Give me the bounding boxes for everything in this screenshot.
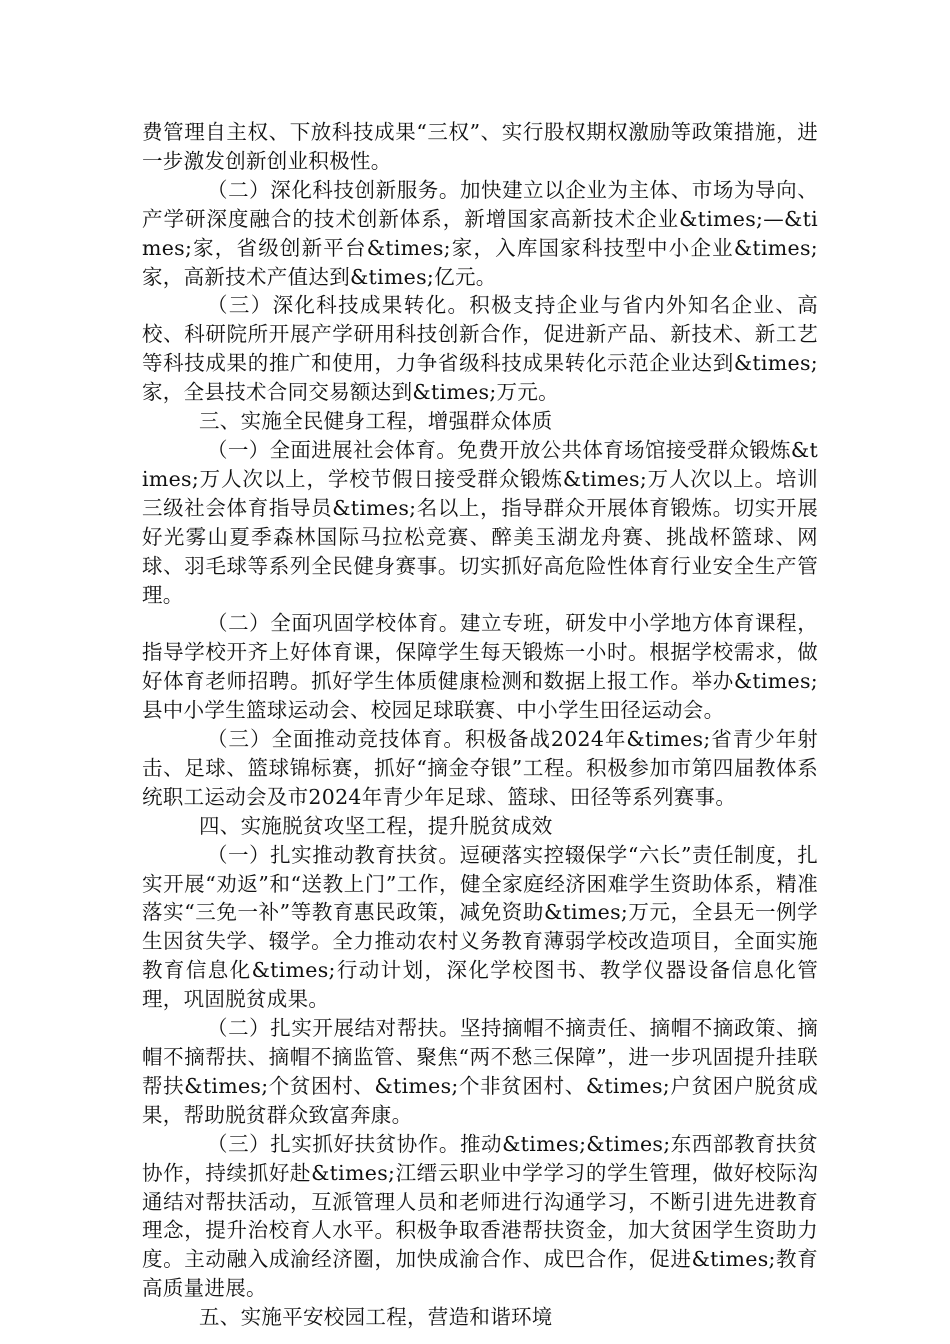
document-body — [142, 118, 818, 1332]
paragraph-school-sports: （二）全面巩固学校体育。建立专班，研发中小学地方体育课程，指导学校开齐上好体育课，保障学生每天锻炼一小时。根据学校需求，做好体育老师招聘。抓好学生体质健康检测和数据上报工作。举办&times;县中小学生篮球运动会、校园足球联赛、中小学生田径运动会。 — [142, 611, 818, 723]
paragraph-social-sports: （一）全面进展社会体育。免费开放公共体育场馆接受群众锻炼&times;万人次以上，学校节假日接受群众锻炼&times;万人次以上。培训三级社会体育指导员&times;名以上，指导群众开展体育锻炼。切实开展好光雾山夏季森林国际马拉松竞赛、醉美玉湖龙舟赛、挑战杯篮球、网球、羽毛球等系列全民健身赛事。切实抓好高危险性体育行业安全生产管理。 — [142, 437, 818, 607]
paragraph-paired-assistance: （二）扎实开展结对帮扶。坚持摘帽不摘责任、摘帽不摘政策、摘帽不摘帮扶、摘帽不摘监管、聚焦“两不愁三保障”，进一步巩固提升挂联帮扶&times;个贫困村、&times;个非贫困村、&times;户贫困户脱贫成果，帮助脱贫群众致富奔康。 — [142, 1016, 818, 1127]
section-heading-safe-campus: 五、实施平安校园工程，营造和谐环境 — [199, 1305, 553, 1330]
paragraph-tech-innovation-service: （二）深化科技创新服务。加快建立以企业为主体、市场为导向、产学研深度融合的技术创新体系，新增国家高新技术企业&times;—&times;家，省级创新平台&times;家，入库国家科技型中小企业&times;家，高新技术产值达到&times;亿元。 — [142, 177, 818, 289]
paragraph-poverty-cooperation: （三）扎实抓好扶贫协作。推动&times;&times;东西部教育扶贫协作，持续抓好赴&times;江缙云职业中学学习的学生管理，做好校际沟通结对帮扶活动，互派管理人员和老师进行沟通学习，不断引进先进教育理念，提升治校育人水平。积极争取香港帮扶资金，加大贫困学生资助力度。主动融入成渝经济圈，加快成渝合作、成巴合作，促进&times;教育高质量进展。 — [142, 1131, 818, 1301]
paragraph-tech-achievement-transfer: （三）深化科技成果转化。积极支持企业与省内外知名企业、高校、科研院所开展产学研用科技创新合作，促进新产品、新技术、新工艺等科技成果的推广和使用，力争省级科技成果转化示范企业达到&times;家，全县技术合同交易额达到&times;万元。 — [142, 293, 818, 405]
section-heading-poverty: 四、实施脱贫攻坚工程，提升脱贫成效 — [199, 813, 553, 838]
paragraph-education-poverty-relief: （一）扎实推动教育扶贫。逗硬落实控辍保学“六长”责任制度，扎实开展“劝返”和“送教上门”工作，健全家庭经济困难学生资助体系，精准落实“三免一补”等教育惠民政策，减免资助&times;万元，全县无一例学生因贫失学、辍学。全力推动农村义务教育薄弱学校改造项目，全面实施教育信息化&times;行动计划，深化学校图书、教学仪器设备信息化管理，巩固脱贫成果。 — [142, 842, 818, 1012]
paragraph-continuation: 费管理自主权、下放科技成果“三权”、实行股权期权激励等政策措施，进一步激发创新创业积极性。 — [142, 120, 818, 173]
section-heading-fitness: 三、实施全民健身工程，增强群众体质 — [199, 409, 553, 434]
paragraph-competitive-sports: （三）全面推动竞技体育。积极备战2024年&times;省青少年射击、足球、篮球锦标赛，抓好“摘金夺银”工程。积极参加市第四届教体系统职工运动会及市2024年青少年足球、篮球、田径等系列赛事。 — [142, 727, 818, 809]
